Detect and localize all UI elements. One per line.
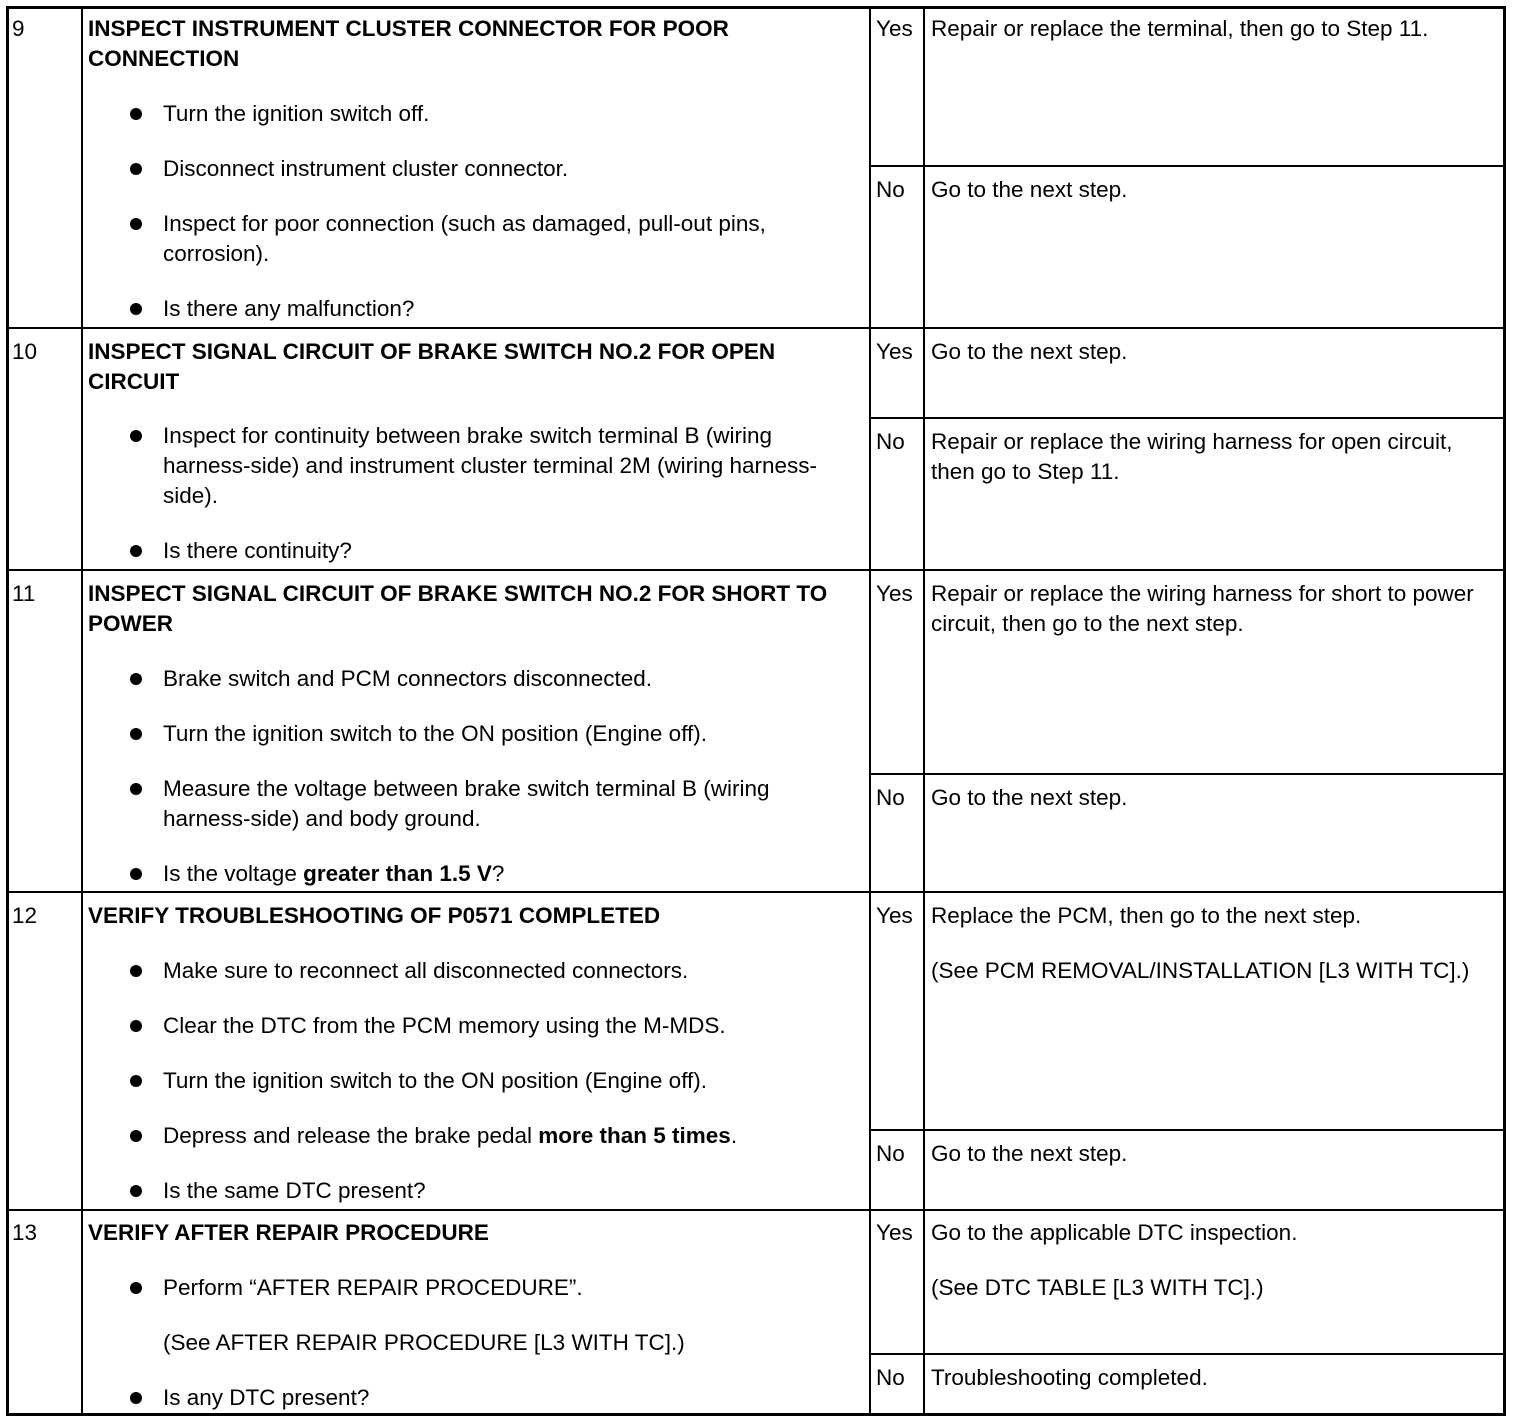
bullet-icon <box>130 303 142 315</box>
bullet-icon <box>130 1130 142 1142</box>
step-number: 13 <box>12 1220 38 1245</box>
bullet-icon <box>130 1282 142 1294</box>
bullet-icon <box>130 783 142 795</box>
yes-action: Repair or replace the terminal, then go to Step 11. <box>931 16 1429 41</box>
step-note: (See AFTER REPAIR PROCEDURE [L3 WITH TC].) <box>163 1330 685 1355</box>
table-border-left <box>6 6 9 1416</box>
step-item: Is any DTC present? <box>163 1383 863 1413</box>
troubleshooting-table <box>6 6 1506 1416</box>
column-divider <box>869 6 871 1416</box>
step-item: Inspect for continuity between brake switch terminal B (wiring harness-side) and instrument cluster terminal 2M (wiring harness-side). <box>163 421 863 511</box>
table-border-right <box>1503 6 1506 1416</box>
row-divider <box>6 1209 1506 1211</box>
step-number: 11 <box>12 581 36 606</box>
no-action: Go to the next step. <box>931 1141 1128 1166</box>
no-label: No <box>876 1141 905 1166</box>
step-title: VERIFY AFTER REPAIR PROCEDURE <box>88 1220 489 1245</box>
step-item: Brake switch and PCM connectors disconnected. <box>163 664 863 694</box>
bullet-icon <box>130 1075 142 1087</box>
step-item: Is the same DTC present? <box>163 1176 863 1206</box>
no-action: Go to the next step. <box>931 177 1128 202</box>
bullet-icon <box>130 1392 142 1404</box>
bullet-icon <box>130 673 142 685</box>
row-divider <box>6 569 1506 571</box>
step-item: Turn the ignition switch off. <box>163 99 863 129</box>
yes-action: Go to the applicable DTC inspection. <box>931 1220 1298 1245</box>
yes-no-divider <box>869 1353 1506 1355</box>
yes-label: Yes <box>876 16 913 41</box>
yes-no-divider <box>869 165 1506 167</box>
column-divider <box>923 6 925 1416</box>
step-item: Is there continuity? <box>163 536 863 566</box>
step-item: Depress and release the brake pedal more than 5 times. <box>163 1121 863 1151</box>
column-divider <box>81 6 83 1416</box>
yes-no-divider <box>869 417 1506 419</box>
no-label: No <box>876 785 905 810</box>
step-number: 12 <box>12 903 38 928</box>
step-item: Is the voltage greater than 1.5 V? <box>163 859 863 889</box>
yes-action: Repair or replace the wiring harness for short to power circuit, then go to the next step. <box>931 581 1474 636</box>
yes-label: Yes <box>876 581 913 606</box>
step-title: INSPECT SIGNAL CIRCUIT OF BRAKE SWITCH NO.2 FOR OPEN CIRCUIT <box>88 339 776 394</box>
yes-label: Yes <box>876 1220 913 1245</box>
yes-label: Yes <box>876 339 913 364</box>
step-number: 10 <box>12 339 38 364</box>
bullet-icon <box>130 430 142 442</box>
bullet-icon <box>130 545 142 557</box>
step-item: Make sure to reconnect all disconnected connectors. <box>163 956 863 986</box>
row-divider <box>6 327 1506 329</box>
yes-no-divider <box>869 773 1506 775</box>
step-title: VERIFY TROUBLESHOOTING OF P0571 COMPLETED <box>88 903 661 928</box>
bullet-icon <box>130 1185 142 1197</box>
step-item: Perform “AFTER REPAIR PROCEDURE”. <box>163 1273 863 1303</box>
step-item: Turn the ignition switch to the ON position (Engine off). <box>163 719 863 749</box>
step-number: 9 <box>12 16 25 41</box>
step-item: Inspect for poor connection (such as damaged, pull-out pins, corrosion). <box>163 209 863 269</box>
yes-note: (See DTC TABLE [L3 WITH TC].) <box>931 1275 1264 1300</box>
bullet-icon <box>130 728 142 740</box>
step-title: INSPECT SIGNAL CIRCUIT OF BRAKE SWITCH NO.2 FOR SHORT TO POWER <box>88 581 828 636</box>
table-border-top <box>6 6 1506 9</box>
no-action: Repair or replace the wiring harness for open circuit, then go to Step 11. <box>931 429 1453 484</box>
row-divider <box>6 891 1506 893</box>
bullet-icon <box>130 108 142 120</box>
yes-label: Yes <box>876 903 913 928</box>
step-item: Turn the ignition switch to the ON position (Engine off). <box>163 1066 863 1096</box>
step-item: Disconnect instrument cluster connector. <box>163 154 863 184</box>
bullet-icon <box>130 218 142 230</box>
no-label: No <box>876 177 905 202</box>
bullet-icon <box>130 868 142 880</box>
bullet-icon <box>130 965 142 977</box>
no-label: No <box>876 1365 905 1390</box>
yes-no-divider <box>869 1129 1506 1131</box>
step-item: Clear the DTC from the PCM memory using the M-MDS. <box>163 1011 863 1041</box>
bullet-icon <box>130 1020 142 1032</box>
step-item: Is there any malfunction? <box>163 294 863 324</box>
yes-action: Replace the PCM, then go to the next step. <box>931 903 1362 928</box>
step-title: INSPECT INSTRUMENT CLUSTER CONNECTOR FOR POOR CONNECTION <box>88 16 729 71</box>
no-label: No <box>876 429 905 454</box>
table-border-bottom <box>6 1413 1506 1416</box>
no-action: Troubleshooting completed. <box>931 1365 1208 1390</box>
step-item: Measure the voltage between brake switch terminal B (wiring harness-side) and body ground. <box>163 774 863 834</box>
emphasis-text: greater than 1.5 V <box>303 861 492 886</box>
bullet-icon <box>130 163 142 175</box>
yes-note: (See PCM REMOVAL/INSTALLATION [L3 WITH TC].) <box>931 958 1470 983</box>
yes-action: Go to the next step. <box>931 339 1128 364</box>
emphasis-text: more than 5 times <box>538 1123 731 1148</box>
no-action: Go to the next step. <box>931 785 1128 810</box>
